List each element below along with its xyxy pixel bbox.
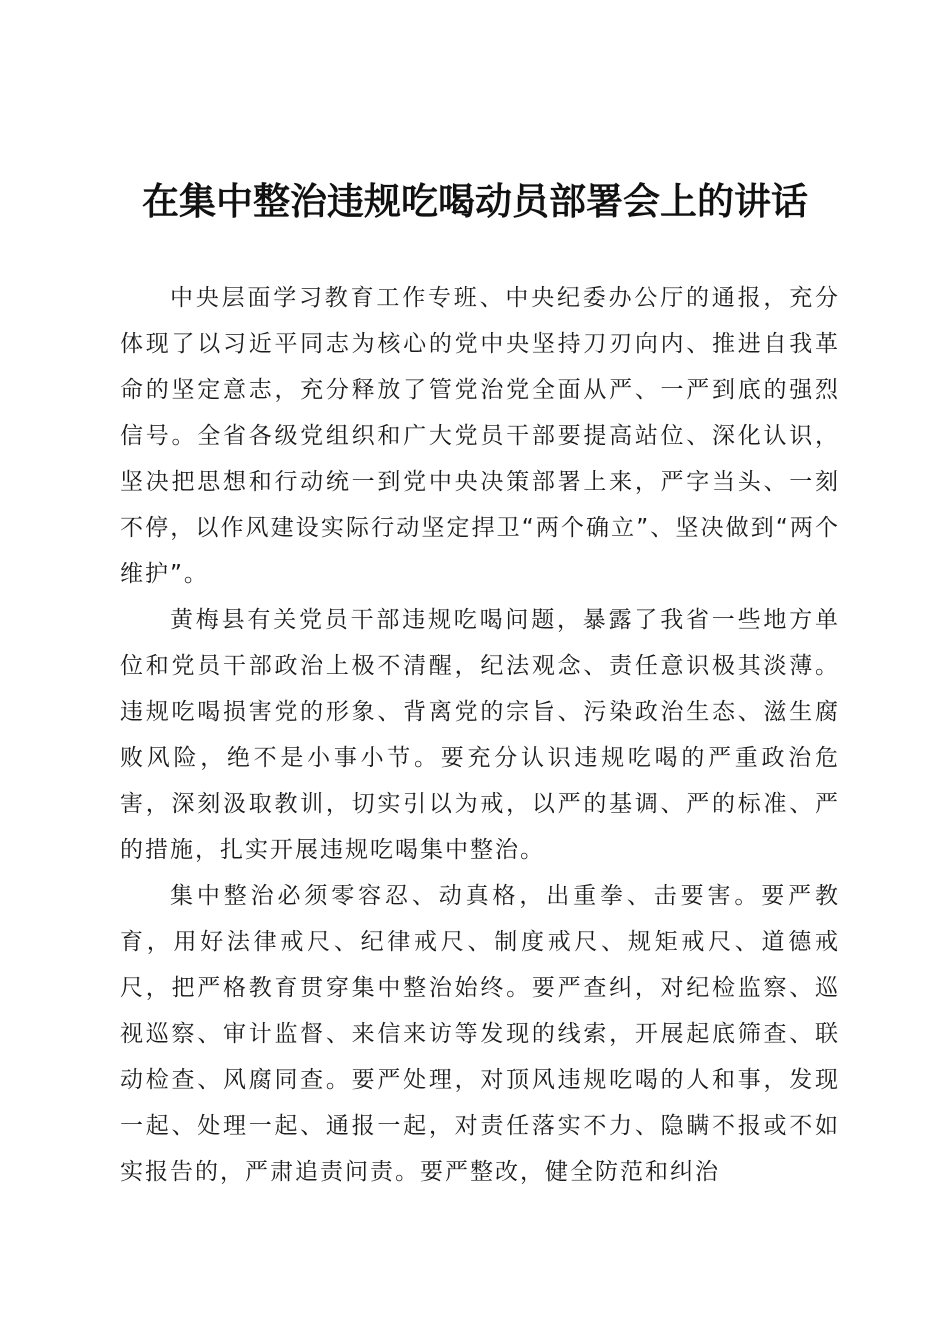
document-body	[120, 275, 840, 1195]
document-title: 在集中整治违规吃喝动员部署会上的讲话	[142, 179, 808, 223]
paragraph-3: 集中整治必须零容忍、动真格，出重拳、击要害。要严教育，用好法律戒尺、纪律戒尺、制度戒尺、规矩戒尺、道德戒尺，把严格教育贯穿集中整治始终。要严查纠，对纪检监察、巡视巡察、审计监督、来信来访等发现的线索，开展起底筛查、联动检查、风腐同查。要严处理，对顶风违规吃喝的人和事，发现一起、处理一起、通报一起，对责任落实不力、隐瞒不报或不如实报告的，严肃追责问责。要严整改，健全防范和纠治	[120, 883, 840, 1185]
paragraph-2: 黄梅县有关党员干部违规吃喝问题，暴露了我省一些地方单位和党员干部政治上极不清醒，纪法观念、责任意识极其淡薄。违规吃喝损害党的形象、背离党的宗旨、污染政治生态、滋生腐败风险，绝不是小事小节。要充分认识违规吃喝的严重政治危害，深刻汲取教训，切实引以为戒，以严的基调、严的标准、严的措施，扎实开展违规吃喝集中整治。	[120, 607, 840, 863]
paragraph-1: 中央层面学习教育工作专班、中央纪委办公厅的通报，充分体现了以习近平同志为核心的党中央坚持刀刃向内、推进自我革命的坚定意志，充分释放了管党治党全面从严、一严到底的强烈信号。全省各级党组织和广大党员干部要提高站位、深化认识，坚决把思想和行动统一到党中央决策部署上来，严字当头、一刻不停，以作风建设实际行动坚定捍卫“两个确立”、坚决做到“两个维护”。	[120, 285, 840, 587]
